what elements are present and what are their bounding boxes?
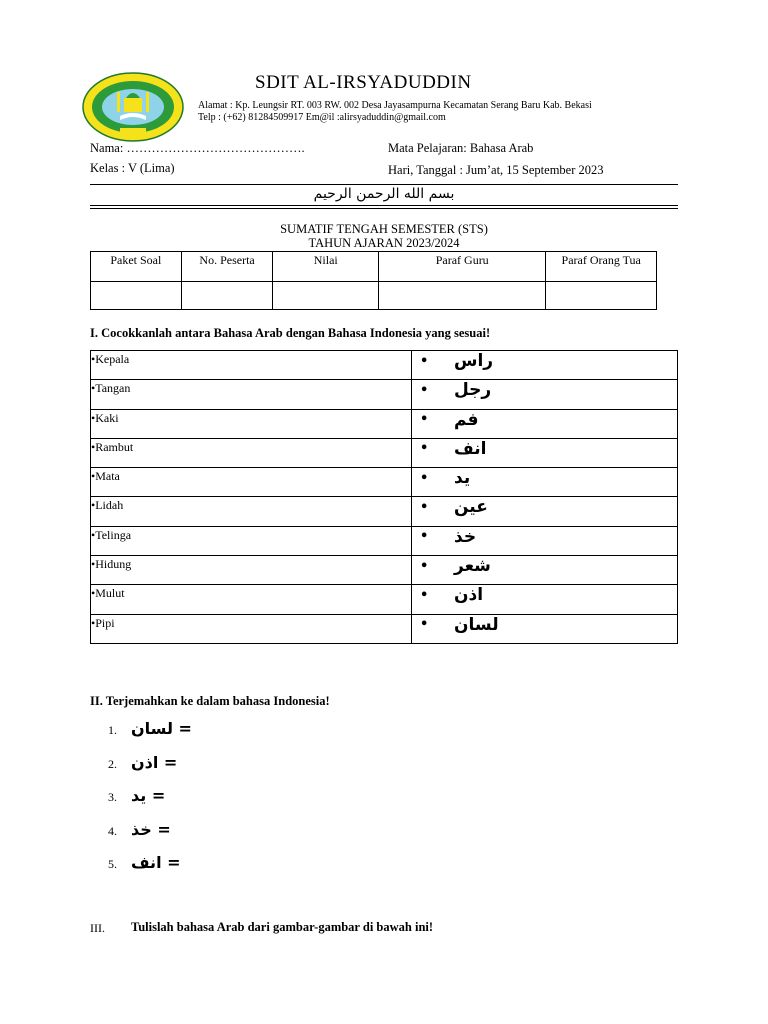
section-2-title: II. Terjemahkan ke dalam bahasa Indonesia!: [90, 694, 330, 708]
question-text: خذ =: [131, 819, 171, 839]
arabic-word: اذن: [454, 585, 484, 606]
arabic-word: شعر: [454, 556, 491, 577]
score-cell-paket[interactable]: [91, 282, 182, 310]
arabic-cell: [412, 556, 678, 585]
exam-title: SUMATIF TENGAH SEMESTER (STS): [280, 222, 488, 236]
indonesian-cell: [91, 380, 412, 409]
arabic-cell: [412, 438, 678, 467]
bullet: •: [420, 529, 429, 545]
bullet: •: [91, 527, 96, 542]
tanggal-field: Hari, Tanggal : Jum’at, 15 September 2023: [388, 163, 604, 177]
score-header-peserta: No. Peserta: [181, 252, 273, 282]
section-3-title: Tulislah bahasa Arab dari gambar-gambar di bawah ini!: [131, 920, 434, 934]
score-cell-paraf-guru[interactable]: [379, 282, 546, 310]
indonesian-word: Mata: [95, 469, 120, 484]
bullet: •: [91, 410, 96, 425]
exam-year: TAHUN AJARAN 2023/2024: [308, 236, 460, 250]
arabic-cell: [412, 380, 678, 409]
arabic-cell: [412, 585, 678, 614]
school-name: SDIT AL-IRSYADUDDIN: [255, 72, 472, 93]
question-text: انف =: [131, 853, 181, 872]
indonesian-cell: [91, 438, 412, 467]
nama-field: Nama: …………………………………….: [90, 141, 305, 155]
score-cell-peserta[interactable]: [181, 282, 273, 310]
question-number: 1.: [108, 723, 117, 737]
indonesian-word: Tangan: [95, 381, 131, 396]
section-3-number: III.: [90, 921, 105, 935]
bullet: •: [91, 498, 96, 513]
score-header-paraf-ortu: Paraf Orang Tua: [546, 252, 657, 282]
matching-row: [91, 585, 678, 614]
matching-row: [91, 497, 678, 526]
matching-row: [91, 409, 678, 438]
indonesian-cell: [91, 526, 412, 555]
arabic-word: يد: [454, 468, 471, 489]
matching-row: [91, 614, 678, 643]
arabic-cell: [412, 468, 678, 497]
bullet: •: [420, 382, 429, 398]
arabic-word: فم: [454, 409, 479, 430]
header-rule-top: [90, 184, 678, 185]
indonesian-word: Kaki: [95, 410, 119, 425]
indonesian-word: Kepala: [95, 352, 130, 366]
score-table: [90, 251, 657, 310]
school-logo: [82, 72, 184, 142]
bullet: •: [420, 617, 429, 633]
indonesian-cell: [91, 468, 412, 497]
indonesian-word: Hidung: [95, 557, 132, 572]
header-rule-bottom: [90, 208, 678, 209]
question-number: 2.: [108, 756, 117, 771]
matching-row: [91, 526, 678, 555]
bullet: •: [91, 469, 96, 484]
arabic-word: خذ: [454, 526, 477, 547]
question-text: يد =: [131, 786, 166, 805]
indonesian-word: Lidah: [95, 498, 124, 513]
indonesian-cell: [91, 351, 412, 380]
question-number: 5.: [108, 857, 117, 871]
arabic-cell: [412, 526, 678, 555]
arabic-word: راس: [454, 351, 494, 371]
bullet: •: [420, 499, 429, 515]
school-address: Alamat : Kp. Leungsir RT. 003 RW. 002 Desa Jayasampurna Kecamatan Serang Baru Kab. Bekasi: [198, 100, 592, 111]
score-cell-paraf-ortu[interactable]: [546, 282, 657, 310]
indonesian-cell: [91, 497, 412, 526]
arabic-cell: [412, 614, 678, 643]
bullet: •: [91, 352, 96, 366]
bismillah: بسم الله الرحمن الرحيم: [313, 186, 455, 202]
bullet: •: [91, 586, 96, 601]
matching-row: [91, 380, 678, 409]
arabic-word: رجل: [454, 380, 492, 401]
bullet: •: [91, 439, 96, 454]
arabic-cell: [412, 351, 678, 380]
bullet: •: [420, 470, 429, 486]
matching-row: [91, 351, 678, 380]
section-1-title: I. Cocokkanlah antara Bahasa Arab dengan Bahasa Indonesia yang sesuai!: [90, 326, 491, 340]
bullet: •: [91, 381, 96, 396]
question-number: 3.: [108, 790, 117, 804]
indonesian-cell: [91, 556, 412, 585]
bullet: •: [420, 441, 429, 457]
bullet: •: [420, 587, 429, 603]
score-header-paket: Paket Soal: [91, 252, 182, 282]
indonesian-word: Telinga: [95, 527, 132, 542]
header-rule-mid: [90, 205, 678, 206]
question-text: لسان =: [131, 719, 192, 738]
question-text: اذن =: [131, 752, 178, 772]
indonesian-cell: [91, 614, 412, 643]
bullet: •: [91, 557, 96, 572]
indonesian-cell: [91, 585, 412, 614]
matching-row: [91, 468, 678, 497]
school-phone: Telp : (+62) 81284509917 Em@il :alirsyaduddin@gmail.com: [198, 112, 446, 123]
indonesian-word: Rambut: [95, 439, 134, 454]
kelas-field: Kelas : V (Lima): [90, 161, 175, 175]
bullet: •: [91, 615, 96, 630]
indonesian-word: Pipi: [95, 615, 115, 630]
question-number: 4.: [108, 823, 117, 838]
bullet: •: [420, 412, 429, 428]
bullet: •: [420, 558, 429, 574]
matching-row: [91, 556, 678, 585]
matching-row: [91, 438, 678, 467]
mapel-field: Mata Pelajaran: Bahasa Arab: [388, 141, 534, 155]
arabic-word: لسان: [454, 614, 499, 635]
score-header-nilai: Nilai: [273, 252, 379, 282]
bullet: •: [420, 353, 429, 369]
arabic-word: انف: [454, 438, 487, 459]
matching-table: [90, 350, 678, 644]
indonesian-cell: [91, 409, 412, 438]
arabic-word: عين: [454, 497, 488, 518]
score-header-paraf-guru: Paraf Guru: [379, 252, 546, 282]
arabic-cell: [412, 409, 678, 438]
indonesian-word: Mulut: [95, 586, 125, 601]
arabic-cell: [412, 497, 678, 526]
score-cell-nilai[interactable]: [273, 282, 379, 310]
